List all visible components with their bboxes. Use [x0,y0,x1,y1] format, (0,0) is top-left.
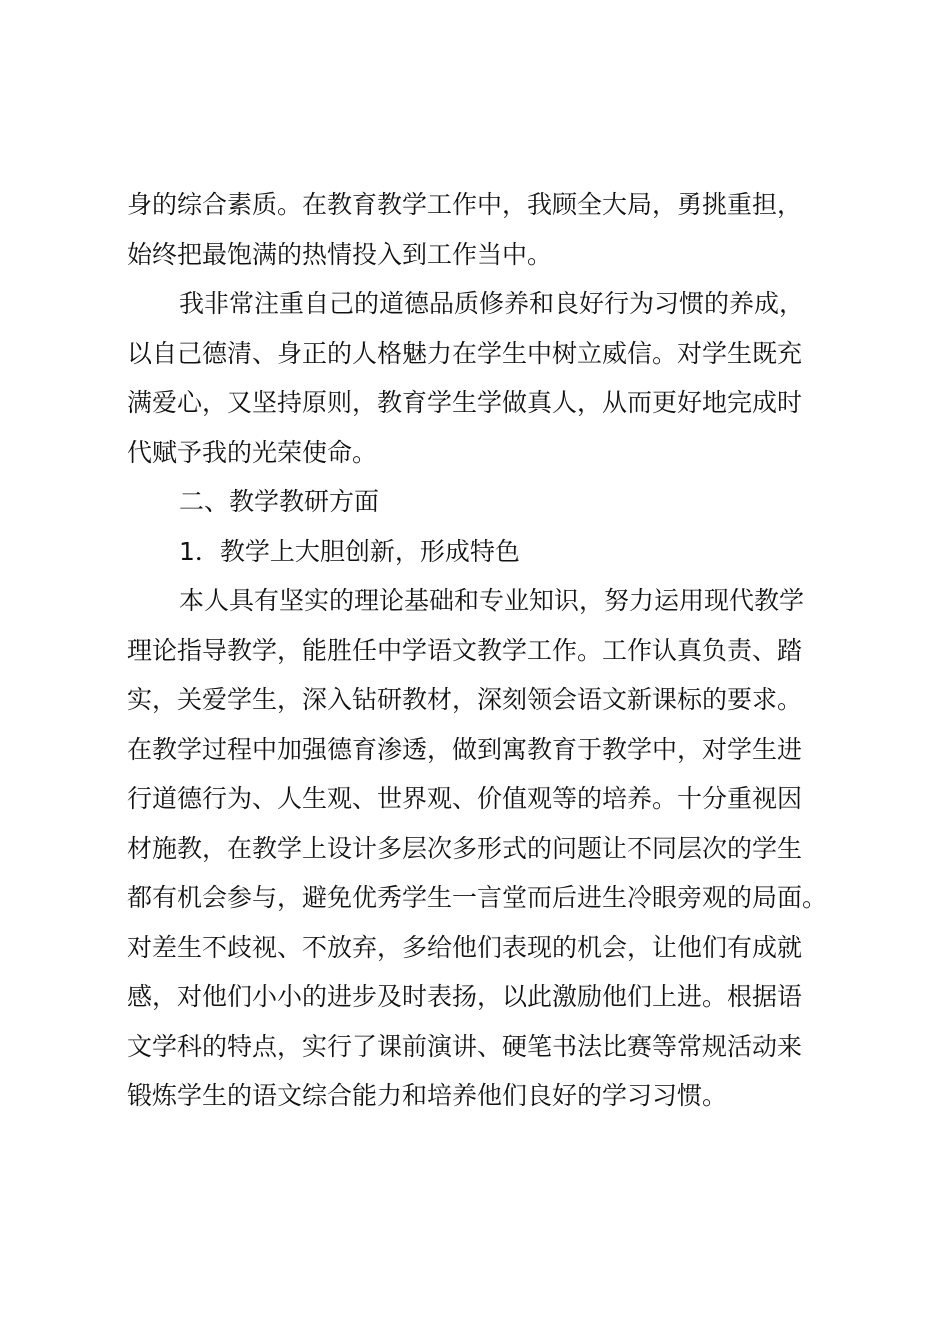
subsection-heading: 1．教学上大胆创新，形成特色 [179,536,520,566]
document-body [127,180,827,1121]
text-line: 都有机会参与，避免优秀学生一言堂而后进生冷眼旁观的局面。 [127,883,828,912]
text-line: 以自己德清、身正的人格魅力在学生中树立威信。对学生既充 [127,338,803,368]
text-line: 行道德行为、人生观、世界观、价值观等的培养。十分重视因 [127,784,803,813]
text-line: 实，关爱学生，深入钻研教材，深刻领会语文新课标的要求。 [127,685,803,714]
text-line: 我非常注重自己的道德品质修养和良好行为习惯的养成， [179,289,805,318]
text-line: 本人具有坚实的理论基础和专业知识，努力运用现代教学 [179,586,805,615]
text-line: 感，对他们小小的进步及时表扬，以此激励他们上进。根据语 [127,982,803,1011]
text-line: 满爱心，又坚持原则，教育学生学做真人，从而更好地完成时 [127,388,803,417]
text-line: 身的综合素质。在教育教学工作中，我顾全大局，勇挑重担， [127,190,803,219]
text-line: 在教学过程中加强德育渗透，做到寓教育于教学中，对学生进 [127,734,803,764]
text-line: 对差生不歧视、不放弃，多给他们表现的机会，让他们有成就 [127,932,803,962]
text-line: 理论指导教学，能胜任中学语文教学工作。工作认真负责、踏 [127,635,803,665]
text-line: 文学科的特点，实行了课前演讲、硬笔书法比赛等常规活动来 [127,1031,803,1061]
text-line: 代赋予我的光荣使命。 [127,437,378,467]
section-heading: 二、教学教研方面 [179,487,380,516]
text-line: 始终把最饱满的热情投入到工作当中。 [127,239,553,269]
text-line: 材施教，在教学上设计多层次多形式的问题让不同层次的学生 [127,833,803,863]
text-line: 锻炼学生的语文综合能力和培养他们良好的学习习惯。 [127,1081,728,1110]
